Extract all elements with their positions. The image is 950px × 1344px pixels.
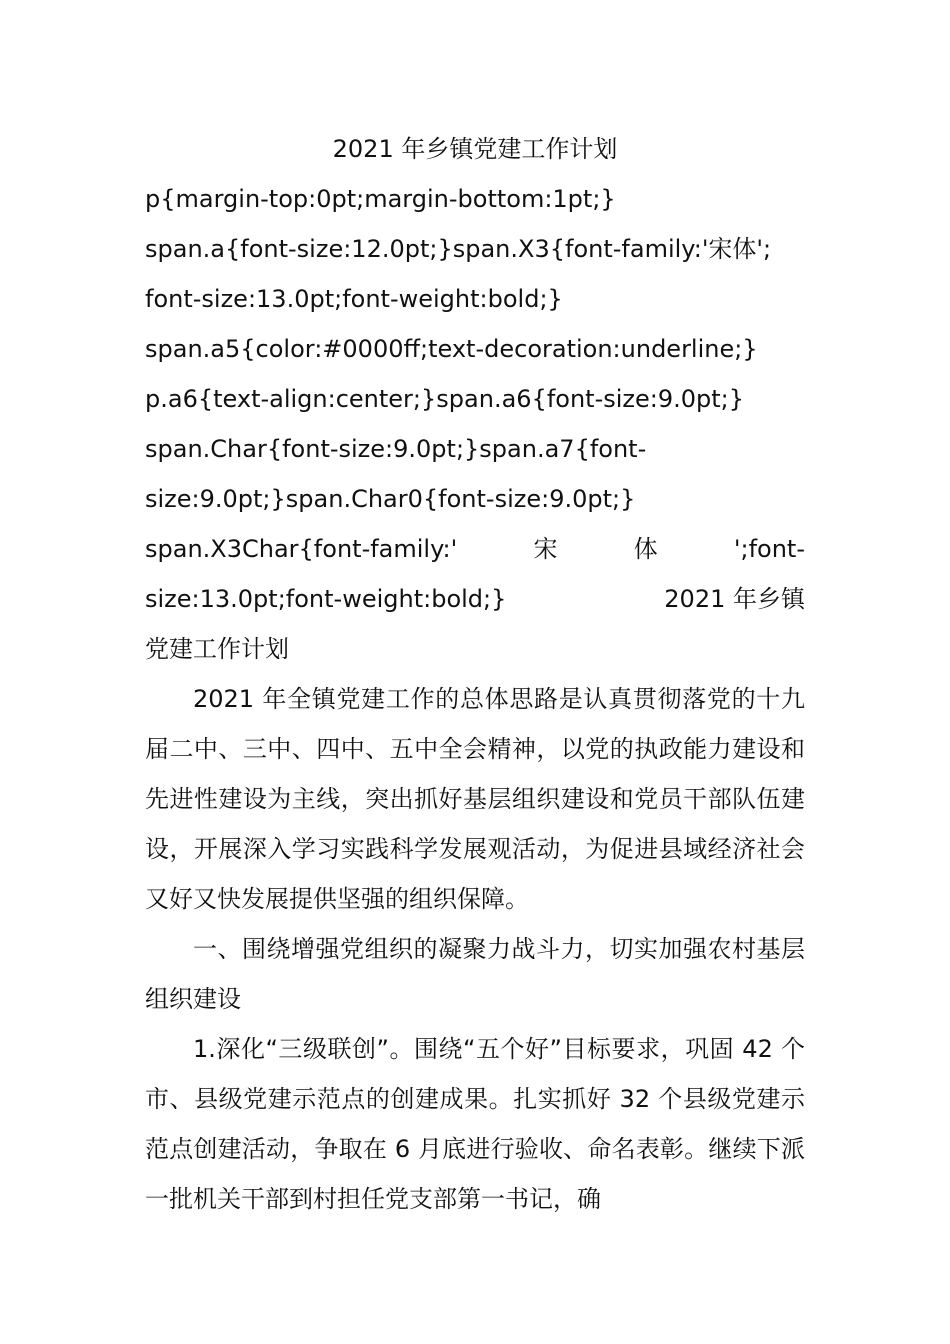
css-line: span.Char{font-size:9.0pt;}span.a7{font- xyxy=(145,435,647,463)
repeat-title-head: 2021 年乡镇 xyxy=(664,585,805,613)
body-paragraph: 2021 年全镇党建工作的总体思路是认真贯彻落党的十九届二中、三中、四中、五中全会精神，以党的执政能力建设和先进性建设为主线，突出抓好基层组织建设和党员干部队伍建设，开展深入学习实践科学发展观活动，为促进县域经济社会又好又快发展提供坚强的组织保障。 xyxy=(145,685,805,913)
css-line: p{margin-top:0pt;margin-bottom:1pt;} xyxy=(145,185,616,213)
document-page xyxy=(145,124,805,1224)
css-line-justified xyxy=(145,524,805,574)
css-line: p.a6{text-align:center;}span.a6{font-size:9.0pt;} xyxy=(145,385,745,413)
css-fragment: span.X3Char{font-family:' xyxy=(145,535,458,563)
css-line: font-size:13.0pt;font-weight:bold;} xyxy=(145,285,563,313)
css-line-justified xyxy=(145,574,805,624)
css-fragment: 宋 xyxy=(533,535,558,563)
css-fragment: 体 xyxy=(633,535,658,563)
document-title: 2021 年乡镇党建工作计划 xyxy=(332,135,618,163)
repeat-title-tail: 党建工作计划 xyxy=(145,635,289,663)
css-text-block xyxy=(145,174,805,674)
css-line: span.a{font-size:12.0pt;}span.X3{font-family:'宋体'; xyxy=(145,235,772,263)
css-fragment: size:13.0pt;font-weight:bold;} xyxy=(145,585,507,613)
section-heading: 一、围绕增强党组织的凝聚力战斗力，切实加强农村基层组织建设 xyxy=(145,935,805,1013)
css-fragment: ';font- xyxy=(733,535,805,563)
css-line: span.a5{color:#0000ff;text-decoration:underline;} xyxy=(145,335,758,363)
css-line: size:9.0pt;}span.Char0{font-size:9.0pt;} xyxy=(145,485,636,513)
body-paragraph: 1.深化“三级联创”。围绕“五个好”目标要求，巩固 42 个市、县级党建示范点的创建成果。扎实抓好 32 个县级党建示范点创建活动，争取在 6 月底进行验收、命名表彰。继续下派一批机关干部到村担任党支部第一书记，确 xyxy=(145,1035,805,1213)
